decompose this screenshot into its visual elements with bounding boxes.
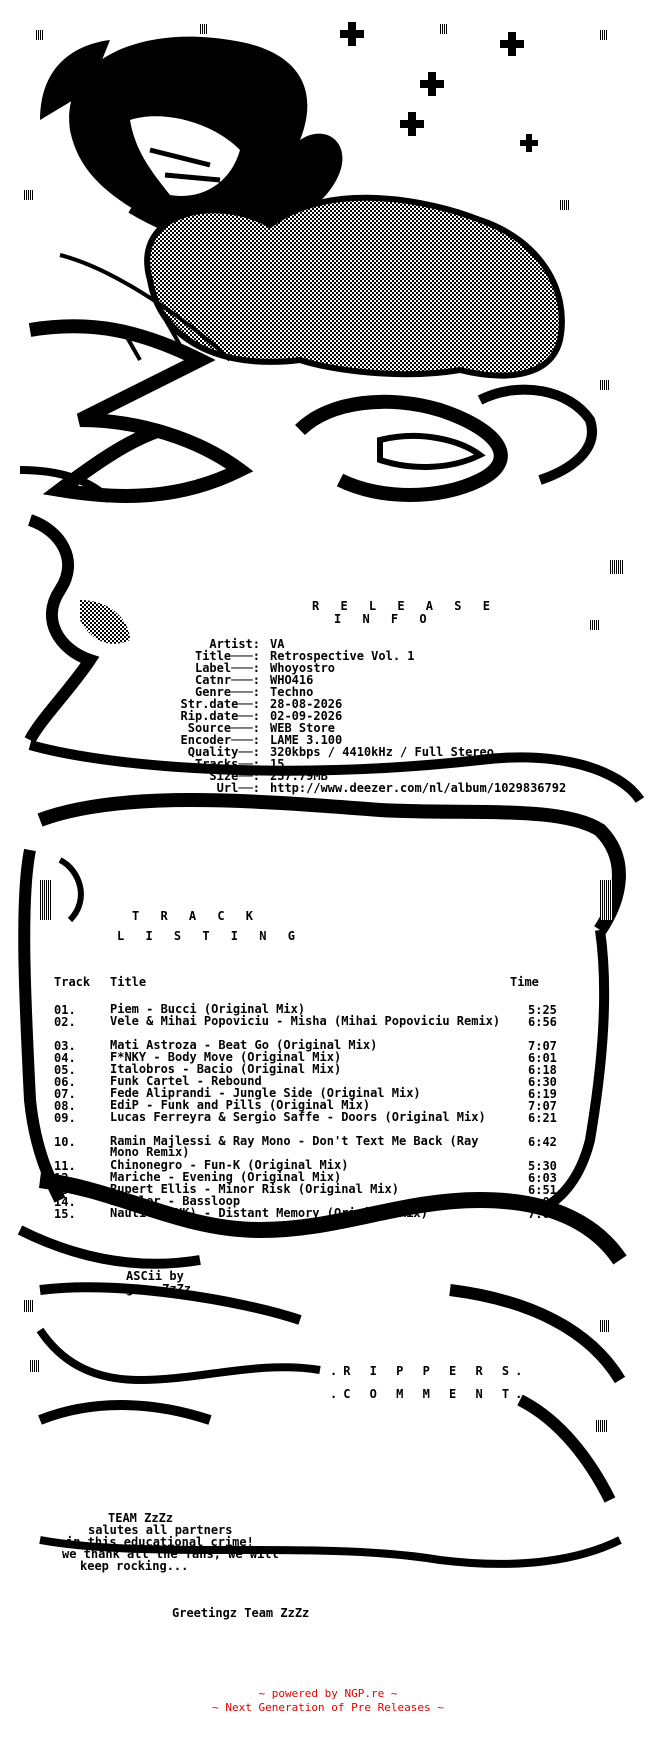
track-time: 6:21 — [528, 1111, 557, 1125]
comment-heading: .C O M M E N T. — [330, 1387, 529, 1401]
ascii-credit-line2: gonz_ZzZz — [126, 1282, 192, 1296]
greeting: Greetingz Team ZzZz — [172, 1606, 310, 1620]
comment-line-3: in this educational crime! — [66, 1535, 254, 1549]
footer-powered-by: ~ powered by NGP.re ~ — [258, 1687, 398, 1700]
field-value: Techno — [270, 685, 314, 699]
track-title: Fede Aliprandi - Jungle Side (Original Mix) — [110, 1086, 421, 1100]
track-time: 6:03 — [528, 1171, 557, 1185]
track-title: Mati Astroza - Beat Go (Original Mix) — [110, 1038, 378, 1052]
track-title: EdiP - Funk and Pills (Original Mix) — [110, 1098, 371, 1112]
field-label: Rip.date──: — [180, 709, 260, 723]
anime-figure-art — [20, 22, 610, 500]
field-value: 237.79MB — [270, 769, 328, 783]
field-value: 02-09-2026 — [270, 709, 343, 723]
track-time: 7:07 — [528, 1099, 557, 1113]
track-time: 5:30 — [528, 1159, 557, 1173]
track-number: 08. — [54, 1099, 76, 1113]
track-time: 6:01 — [528, 1051, 557, 1065]
field-label: Title───: — [194, 649, 260, 663]
track-time: 7:03 — [528, 1207, 557, 1221]
field-value: VA — [270, 637, 285, 651]
track-title: Nautica (UK) - Distant Memory (Original Mix) — [110, 1206, 428, 1220]
track-title: Lucas Ferreyra & Sergio Saffe - Doors (Original Mix) — [110, 1110, 486, 1124]
track-number: 10. — [54, 1135, 76, 1149]
rippers-heading: .R I P P E R S. — [330, 1364, 529, 1378]
track-title: Piem - Bucci (Original Mix) — [110, 1002, 306, 1016]
track-title: Vele & Mihai Popoviciu - Misha (Mihai Popoviciu Remix) — [110, 1014, 501, 1028]
track-number: 09. — [54, 1111, 76, 1125]
track-time: 6:56 — [528, 1015, 557, 1029]
track-title: F*NKY - Body Move (Original Mix) — [110, 1050, 342, 1064]
field-value: 15 — [270, 757, 285, 771]
comment-line-5: keep rocking... — [80, 1559, 189, 1573]
track-time: 6:30 — [528, 1075, 557, 1089]
track-title: Ramin Majlessi & Ray Mono - Don't Text Me Back (Ray Mono Remix) — [110, 1134, 479, 1159]
track-number: 04. — [54, 1051, 76, 1065]
field-label: Encoder───: — [180, 733, 260, 747]
field-label: Catnr───: — [194, 673, 260, 687]
track-number: 12. — [54, 1171, 76, 1185]
track-row — [0, 1016, 656, 1028]
field-label: Label───: — [194, 661, 260, 675]
field-value: 28-08-2026 — [270, 697, 343, 711]
track-time: 6:19 — [528, 1087, 557, 1101]
column-header-time: Time — [510, 975, 539, 989]
track-title: Chinonegro - Fun-K (Original Mix) — [110, 1158, 349, 1172]
track-row — [0, 1064, 656, 1076]
track-number: 14. — [54, 1195, 76, 1209]
track-row — [0, 1208, 656, 1220]
track-time: 5:25 — [528, 1003, 557, 1017]
track-time: 6:18 — [528, 1063, 557, 1077]
track-number: 03. — [54, 1039, 76, 1053]
track-number: 02. — [54, 1015, 76, 1029]
track-title: Italobros - Bacio (Original Mix) — [110, 1062, 342, 1076]
comment-line-2: salutes all partners — [88, 1523, 233, 1537]
track-number: 15. — [54, 1207, 76, 1221]
track-title: Funk Cartel - Rebound — [110, 1074, 262, 1088]
field-value: WHO416 — [270, 673, 314, 687]
field-label: Artist: — [209, 637, 260, 651]
field-value: 320kbps / 4410kHz / Full Stereo — [270, 745, 494, 759]
field-label: Size──: — [209, 769, 260, 783]
track-number: 07. — [54, 1087, 76, 1101]
field-label: Genre───: — [194, 685, 260, 699]
field-label: Tracks──: — [194, 757, 260, 771]
track-row — [0, 1134, 656, 1159]
track-time: 6:42 — [528, 1135, 557, 1149]
comment-line-4: we thank all the fans, we will — [62, 1547, 279, 1561]
field-label: Source───: — [187, 721, 260, 735]
track-title: Bodeler - Bassloop — [110, 1194, 241, 1208]
field-value: WEB Store — [270, 721, 336, 735]
field-label: Url──: — [216, 781, 260, 795]
track-number: 01. — [54, 1003, 76, 1017]
track-listing-heading: T R A C K — [132, 909, 261, 923]
footer-tagline: ~ Next Generation of Pre Releases ~ — [212, 1701, 444, 1714]
track-number: 13. — [54, 1183, 76, 1197]
track-number: 11. — [54, 1159, 76, 1173]
field-value: Whoyostro — [270, 661, 336, 675]
track-title: Rupert Ellis - Minor Risk (Original Mix) — [110, 1182, 399, 1196]
track-row — [0, 1184, 656, 1196]
track-time: 8:03 — [528, 1195, 557, 1209]
column-header-track: Track — [54, 975, 91, 989]
field-value: http://www.deezer.com/nl/album/1029836792 — [270, 781, 567, 795]
column-header-title: Title — [110, 975, 147, 989]
release-info-subheading: I N F O — [334, 612, 434, 626]
field-value: LAME 3.100 — [270, 733, 343, 747]
track-listing-subheading: L I S T I N G — [117, 929, 302, 943]
track-title: Mariche - Evening (Original Mix) — [110, 1170, 342, 1184]
comment-line-1: TEAM ZzZz — [108, 1511, 174, 1525]
release-info-heading: R E L E A S E — [312, 599, 497, 613]
field-value: Retrospective Vol. 1 — [270, 649, 415, 663]
track-time: 6:51 — [528, 1183, 557, 1197]
track-number: 06. — [54, 1075, 76, 1089]
track-time: 7:07 — [528, 1039, 557, 1053]
ascii-credit-line1: ASCii by — [126, 1269, 184, 1283]
track-number: 05. — [54, 1063, 76, 1077]
track-row — [0, 1112, 656, 1124]
field-label: Quality──: — [187, 745, 260, 759]
field-label: Str.date──: — [180, 697, 260, 711]
